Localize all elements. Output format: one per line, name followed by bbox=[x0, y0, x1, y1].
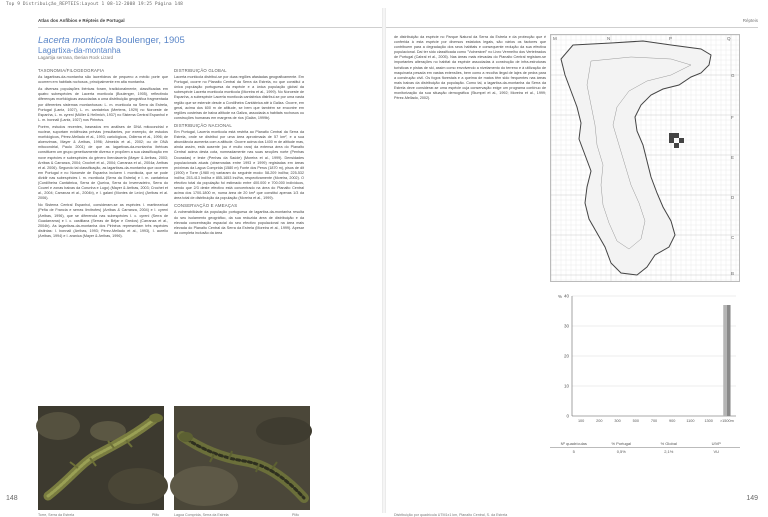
x-tick-label: 300 bbox=[614, 419, 621, 423]
printer-slug-line: Top 9 Distribuição_REPTEIS:Layout 1 08-12-2008 19:25 Página 148 bbox=[6, 2, 183, 7]
section-heading-distribution-global: DISTRIBUIÇÃO GLOBAL bbox=[174, 68, 227, 73]
stats-header: % Portugal bbox=[611, 441, 632, 446]
bar bbox=[723, 305, 727, 416]
text-column-3 bbox=[394, 35, 546, 103]
text-column-2 bbox=[174, 68, 304, 238]
lizard-photo-lagoa bbox=[174, 406, 310, 510]
distribution-map bbox=[550, 34, 740, 282]
species-title bbox=[38, 35, 185, 46]
occurrence-square bbox=[669, 138, 674, 143]
stats-header-row bbox=[550, 440, 740, 448]
map-row-label: D bbox=[731, 195, 735, 200]
map-row-label: E bbox=[731, 155, 735, 160]
y-tick-label: 0 bbox=[566, 413, 569, 419]
text-column-1 bbox=[38, 68, 168, 241]
species-other-names: Lagartija serrana, Iberian Rock Lizard bbox=[38, 55, 114, 60]
y-tick-label: 10 bbox=[563, 383, 569, 389]
stats-value: 2,1% bbox=[664, 449, 674, 454]
section-heading-distribution-national: DISTRIBUIÇÃO NACIONAL bbox=[174, 122, 232, 128]
altitude-chart bbox=[550, 286, 740, 436]
paragraph: No Sistema Central Espanhol, consideram-se as espécies I. martinezricai (Peña de Francia e serras limítrofes) (Arribas & Carranza, 2004) e I. cyreni (Arribas, 1996), que se diferencia nas subespécies I. c. cyreni (Serra de Guadarrama) e I. c. castiliana (Serras de Béjar e Gredos) (Carranza et al., 2004b). As lagartixas-da-montanha dos Pirinéus representam três espécies distintas: I. bonnali (Arribas, 1993; Pérez-Mellado et al., 1993), I. aurelio (Arribas, 1994) e I. aranica (Mayer & Arribas, 1996). bbox=[38, 203, 168, 238]
page-number-left: 148 bbox=[6, 495, 18, 502]
paragraph: Porém, estudos recentes, baseados em análises de DNA mitocondrial e nuclear, suportam evidências prévias (resultantes, por exemplo, de estudos morfológicos, Pérez-Mellado et al., 1993; cariológicos, Odierna et al., 1996; de aloenzimas, Mayer & Arribas, 1996; Almeida et al., 2002; ou de DNA mitocondrial, Paulo 2001) de que as lagartixas-da-montanha ibéricas constituem um grupo geneticamente diverso e propõem a sua classificação em nove espécies e subespécies do género Iberolacerta (Mayer & Arribas, 2003; Arribas & Carranza, 2004; Crochet et al., 2004; Carranza et al., 2004a; Arribas et al. 2006). Segundo tal classificação, as lagartixas-da-montanha que ocorrem em Portugal e no Noroeste de Espanha incluem I. monticola, que se pode dividir nas subespécies I. m. monticola (Serra da Estrela) e I. m. cantabrica (Cordilheira Cantábrica, Serra de Queixa, Serra do Invernadeiro, Serra do Courel e zonas baixas da Corunha e Lugo) (Mayer & Arribas, 2003; Crochet et al., 2004; Carranza et al., 2004b), e I. galani (Montes de León) (Arribas et al. 2006). bbox=[38, 124, 168, 201]
y-tick-label: 40 bbox=[563, 293, 569, 299]
y-tick-label: 20 bbox=[563, 353, 569, 359]
paragraph: de distribuição da espécie no Parque Natural da Serra da Estrela e da protecção que é conferida à esta espécie por diversos estatutos legais, são vários os factores que contribuem para a degradação dos seus habitats e consequente redução da sua efectiva populacional. Daí ter sido classificada como "Vulnerável" no Livro Vermelho dos Vertebrados de Portugal (Cabral et al., 2005). Nas áreas mais elevadas do Planalto Central registam-se importantes alterações no habitat da espécie associadas à construção de infra-estruturas turísticas e pistas de ski, assim como envolvendo a nivelamento do terreno e à utilização de maquinaria pesada em vastas extensões, bem como a recolha ilegal de lajes de pedra para a construção civil. Os fogos florestais e a queima de matos têm sido frequentes nas áreas mais baixas da distribuição da população. Como tal, a lagartixa-da-montanha da Serra da Estrela deve considerar-se uma espécie cuja conservação exige um programa contínuo de monitorização da sua situação demográfica (Stumpel et al., 1992; Moreira et al., 1999; Pérez-Mellado, 2002). bbox=[394, 35, 546, 101]
map-col-label: Q bbox=[727, 36, 731, 41]
lizard-photo-torre bbox=[38, 406, 164, 510]
x-tick-label: 100 bbox=[577, 419, 585, 423]
left-page bbox=[0, 8, 382, 517]
map-col-label: M bbox=[553, 36, 557, 41]
map-row-label: B bbox=[731, 271, 735, 276]
occurrence-square bbox=[679, 138, 684, 143]
stats-value: VU bbox=[713, 449, 720, 454]
map-row-label: C bbox=[731, 235, 735, 240]
x-tick-label: 1100 bbox=[686, 419, 695, 423]
photo-caption: Torre, Serra da Estrela bbox=[38, 513, 75, 517]
occurrence-square bbox=[669, 133, 674, 138]
page-number-right: 149 bbox=[746, 495, 758, 502]
running-header-left: Atlas dos Anfíbios e Répteis de Portugal bbox=[38, 18, 125, 23]
lizard-photo-lagoa-image bbox=[174, 406, 310, 510]
x-tick-label: 700 bbox=[650, 419, 658, 423]
header-rule bbox=[38, 27, 382, 28]
stats-header: % Global bbox=[660, 441, 677, 446]
stats-value-row bbox=[550, 448, 740, 455]
x-tick-label: 1300 bbox=[704, 419, 713, 423]
map-caption: Distribuição por quadrícula UTM1x1 km, Planalto Central, S. da Estrela bbox=[394, 513, 508, 517]
header-rule bbox=[386, 27, 758, 28]
y-axis-label: % bbox=[558, 294, 563, 299]
species-scientific-name: Lacerta monticola bbox=[38, 35, 113, 46]
stats-header: Nº quadrículas bbox=[560, 441, 587, 446]
map-row-label: F bbox=[731, 115, 734, 120]
lizard-photo-torre-image bbox=[38, 406, 164, 510]
occurrence-square bbox=[674, 143, 679, 148]
photo-credit: PMc bbox=[292, 513, 300, 517]
x-tick-label: 900 bbox=[669, 419, 676, 423]
occurrence-square bbox=[674, 133, 679, 138]
altitude-chart-svg bbox=[550, 286, 740, 436]
stats-header: UIVP bbox=[711, 441, 721, 446]
map-col-label: P bbox=[669, 36, 673, 41]
running-header-right: Répteis bbox=[742, 18, 758, 23]
x-tick-label: 500 bbox=[632, 419, 639, 423]
paragraph: As diversas populações ibéricas foram, tradicionalmente, classificadas em quatro subespécies de Lacerta monticola (Boulenger, 1905), reflectindo diferenças morfológicas associadas a uma distribuição geográfica fragmentada por diferentes sistemas montanhosos: L. m. monticola na Serra da Estrela, Portugal (Lantz, 1927), L. m. cantabrica (Mertens, 1929) no Noroeste de Espanha, L. m. cyreni (Müller & Hellmich, 1937) no Sistema Central Espanhol e L. m. bonnali (Lantz, 1927) nos Pirinéus. bbox=[38, 87, 168, 122]
distribution-map-image bbox=[551, 35, 739, 281]
x-tick-label: 200 bbox=[596, 419, 603, 423]
photo-credit: PMc bbox=[152, 513, 160, 517]
paragraph: As lagartixas-da-montanha são lacertídeos de pequeno a médio porte que ocorrem em habitats rochosos, principalmente em alta montanha. bbox=[38, 75, 168, 85]
stats-value: 0,5% bbox=[616, 449, 626, 454]
photo-caption: Lagoa Comprida, Serra da Estrela bbox=[174, 513, 229, 517]
paragraph: A vulnerabilidade da população portuguesa de lagartixa-da-montanha resulta do seu isolamento geográfico, da sua reduzida área de distribuição e da elevada concentração espacial do seu efectivo populacional na área mais elevada do Planalto Central da Serra da Estrela (Moreira et al., 1999). Apesar da completa inclusão da área bbox=[174, 210, 304, 235]
section-heading-taxonomy: TAXONOMIA/FILOGEOGRAFIA bbox=[38, 68, 105, 73]
occurrence-squares bbox=[669, 133, 684, 148]
species-common-name: Lagartixa-da-montanha bbox=[38, 46, 121, 55]
species-author: Boulenger, 1905 bbox=[115, 35, 185, 46]
map-col-label: N bbox=[607, 36, 611, 41]
stats-table bbox=[550, 440, 740, 455]
x-tick-label: >1500m bbox=[719, 419, 734, 423]
paragraph: Lacerta monticola distribui-se por duas regiões afastadas geograficamente. Em Portugal, ocorre no Planalto Central da Serra da Estrela, no que constitui a única população portuguesa da espécie e a única população global da subespécie Lacerta monticola monticola (Moreira et al., 1999). No Noroeste de Espanha, a subespécie Lacerta monticola cantabrica distribui-se por uma vasta região que se estende desde a Cordilheira Cantábrica até à Galiza. Ocorre, em geral, acima dos 600 m de altitude, se bem que também se encontre em regiões costeiras de baixa altitude na Galiza, associada a habitats rochosos ou construções humanas em margens de rios (Galán, 1999b). bbox=[174, 75, 304, 120]
y-tick-label: 30 bbox=[563, 323, 569, 329]
stats-value: 5 bbox=[572, 449, 575, 454]
paragraph: Em Portugal, Lacerta monticola está restrita ao Planalto Central da Serra da Estrela, onde se distribui por uma área aproximada de 57 km², e a sua abundância aumenta com a altitude. Ocorre acima dos 1400 m de altitude mas, ainda assim, está ausente (ou é muito rara) da extensa área do Planalto Central acima desta cota, nomeadamente nas suas secções norte (Penhas Douradas) e leste (Penhas da Saúde) (Moreira et al., 1999). Densidades populacionais atuais (observadas entre 1993 e 1999) registadas em áreas próximas da Lagoa Comprida (1580 m) Fonte dos Perus (1870 m), pisos de dit (1900) e Torre (1980 m) variaram do seguinte modo: 58-209 ind/ha; 225-532 ind/ha; 253-413 ind/ha e 855-1653 ind/ha, respectivamente (Moreira, 2002). O efectivo total da população foi estimado entre 400.000 e 700.000 indivíduos, sendo que 2/3 deste efectivo está concentrado na área do Planalto Central acima dos 1700-1800 m, numa área de 20 km² que constitui apenas 1/3 da área total de distribuição da população (Moreira et al., 1999). bbox=[174, 130, 304, 201]
bar bbox=[727, 305, 731, 416]
map-row-label: G bbox=[731, 73, 735, 78]
section-heading-conservation: CONSERVAÇÃO E AMEAÇAS bbox=[174, 203, 238, 209]
right-page bbox=[386, 8, 768, 517]
